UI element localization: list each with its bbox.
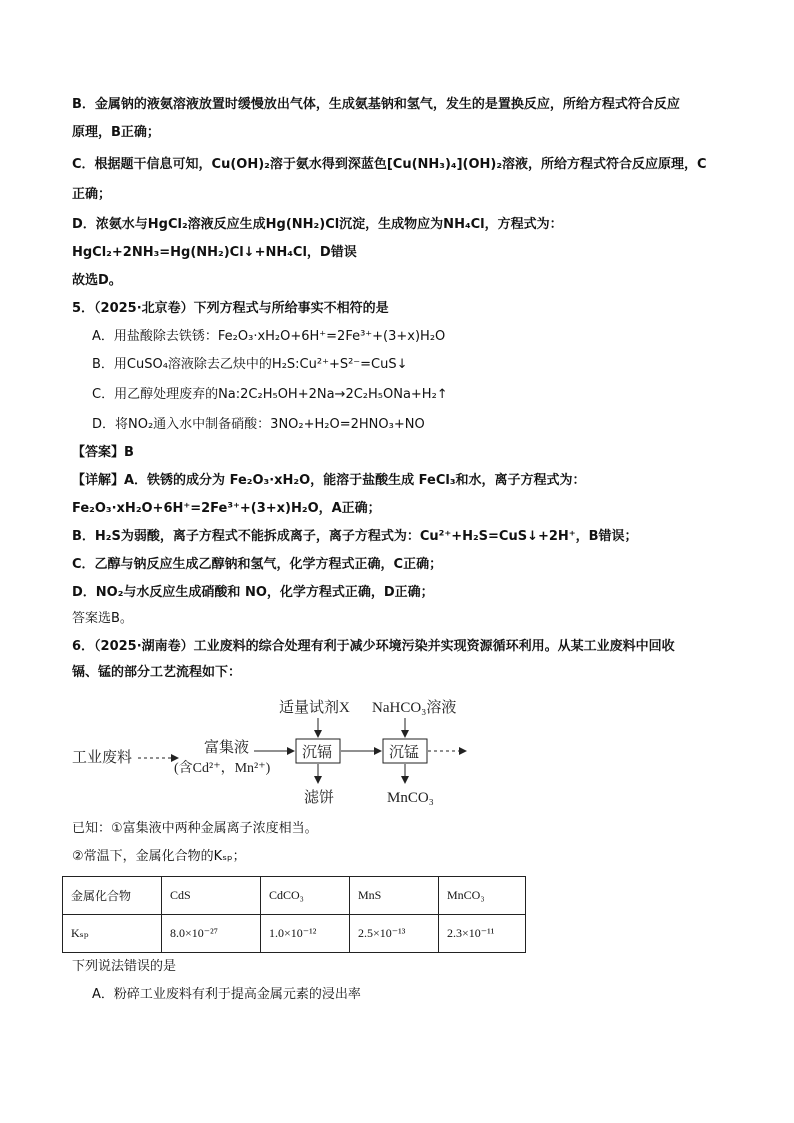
table-cell: Kₛₚ	[63, 915, 162, 953]
flow-nahco3-label: NaHCO₃溶液	[372, 700, 457, 716]
table-header-cell: CdS	[162, 877, 261, 915]
question-5-explanation-b: B．H₂S为弱酸，离子方程式不能拆成离子，离子方程式为：Cu²⁺+H₂S=CuS↓+2H⁺，B错误；	[72, 529, 638, 544]
flow-reagent-x-label: 适量试剂X	[279, 700, 350, 716]
question-6-stem-line1: 6．（2025·湖南卷）工业废料的综合处理有利于减少环境污染并实现资源循环利用。从某工业废料中回收	[72, 639, 675, 654]
explanation-b-line2: 原理，B正确；	[72, 125, 160, 140]
table-header-cell: MnCO₃	[439, 877, 526, 915]
flow-mnco3-label: MnCO₃	[387, 790, 434, 806]
table-cell: 2.3×10⁻¹¹	[439, 915, 526, 953]
question-6-option-a: A．粉碎工业废料有利于提高金属元素的浸出率	[92, 987, 361, 1002]
question-5-option-c: C．用乙醇处理废弃的Na:2C₂H₅OH+2Na→2C₂H₅ONa+H₂↑	[92, 387, 448, 402]
question-5-explanation-c: C．乙醇与钠反应生成乙醇钠和氢气，化学方程式正确，C正确；	[72, 557, 443, 572]
ksp-table	[62, 876, 526, 953]
table-header-cell: MnS	[350, 877, 439, 915]
table-cell: 2.5×10⁻¹³	[350, 915, 439, 953]
question-5-stem: 5．（2025·北京卷）下列方程式与所给事实不相符的是	[72, 301, 389, 316]
question-5-answer: 【答案】B	[72, 445, 134, 460]
explanation-c-line2: 正确；	[72, 187, 112, 202]
table-cell: 1.0×10⁻¹²	[261, 915, 350, 953]
explanation-c-line1: C．根据题干信息可知，Cu(OH)₂溶于氨水得到深蓝色[Cu(NH₃)₄](OH)₂溶液，所给方程式符合反应原理，C	[72, 157, 707, 172]
flow-enriched-label: 富集液	[204, 740, 250, 756]
question-6-known-2: ②常温下，金属化合物的Kₛₚ；	[72, 849, 246, 864]
process-flow-diagram	[66, 690, 486, 815]
flow-box-cd-label: 沉镉	[302, 745, 333, 761]
question-5-explanation-a: 【详解】A．铁锈的成分为 Fe₂O₃·xH₂O，能溶于盐酸生成 FeCl₃和水，离子方程式为：	[72, 473, 586, 488]
question-5-option-b: B．用CuSO₄溶液除去乙炔中的H₂S:Cu²⁺+S²⁻=CuS↓	[92, 357, 408, 372]
flow-input-label: 工业废料	[72, 750, 133, 766]
table-header-cell: 金属化合物	[63, 877, 162, 915]
explanation-conclusion: 故选D。	[72, 273, 122, 288]
question-6-known-1: 已知：①富集液中两种金属离子浓度相当。	[72, 821, 318, 836]
table-row	[63, 915, 526, 953]
explanation-d-equation: HgCl₂+2NH₃=Hg(NH₂)Cl↓+NH₄Cl，D错误	[72, 245, 357, 260]
table-header-cell: CdCO₃	[261, 877, 350, 915]
question-5-final: 答案选B。	[72, 611, 133, 626]
question-6-stem-line2: 镉、锰的部分工艺流程如下：	[72, 665, 242, 680]
question-5-option-d: D．将NO₂通入水中制备硝酸：3NO₂+H₂O=2HNO₃+NO	[92, 417, 425, 432]
flow-filter-cake-label: 滤饼	[304, 790, 335, 806]
flow-box-mn-label: 沉锰	[389, 745, 420, 761]
question-5-option-a: A．用盐酸除去铁锈：Fe₂O₃·xH₂O+6H⁺=2Fe³⁺+(3+x)H₂O	[92, 329, 446, 344]
flow-enriched-ions: (含Cd²⁺，Mn²⁺)	[174, 761, 271, 776]
question-5-explanation-d: D．NO₂与水反应生成硝酸和 NO，化学方程式正确，D正确；	[72, 585, 434, 600]
question-6-ask: 下列说法错误的是	[72, 959, 177, 974]
question-5-explanation-a-equation: Fe₂O₃·xH₂O+6H⁺=2Fe³⁺+(3+x)H₂O，A正确；	[72, 501, 381, 516]
table-header-row	[63, 877, 526, 915]
explanation-d-line1: D．浓氨水与HgCl₂溶液反应生成Hg(NH₂)Cl沉淀，生成物应为NH₄Cl，方程式为：	[72, 217, 563, 232]
table-cell: 8.0×10⁻²⁷	[162, 915, 261, 953]
explanation-b-line1: B．金属钠的液氨溶液放置时缓慢放出气体，生成氨基钠和氢气，发生的是置换反应，所给方程式符合反应	[72, 97, 680, 112]
